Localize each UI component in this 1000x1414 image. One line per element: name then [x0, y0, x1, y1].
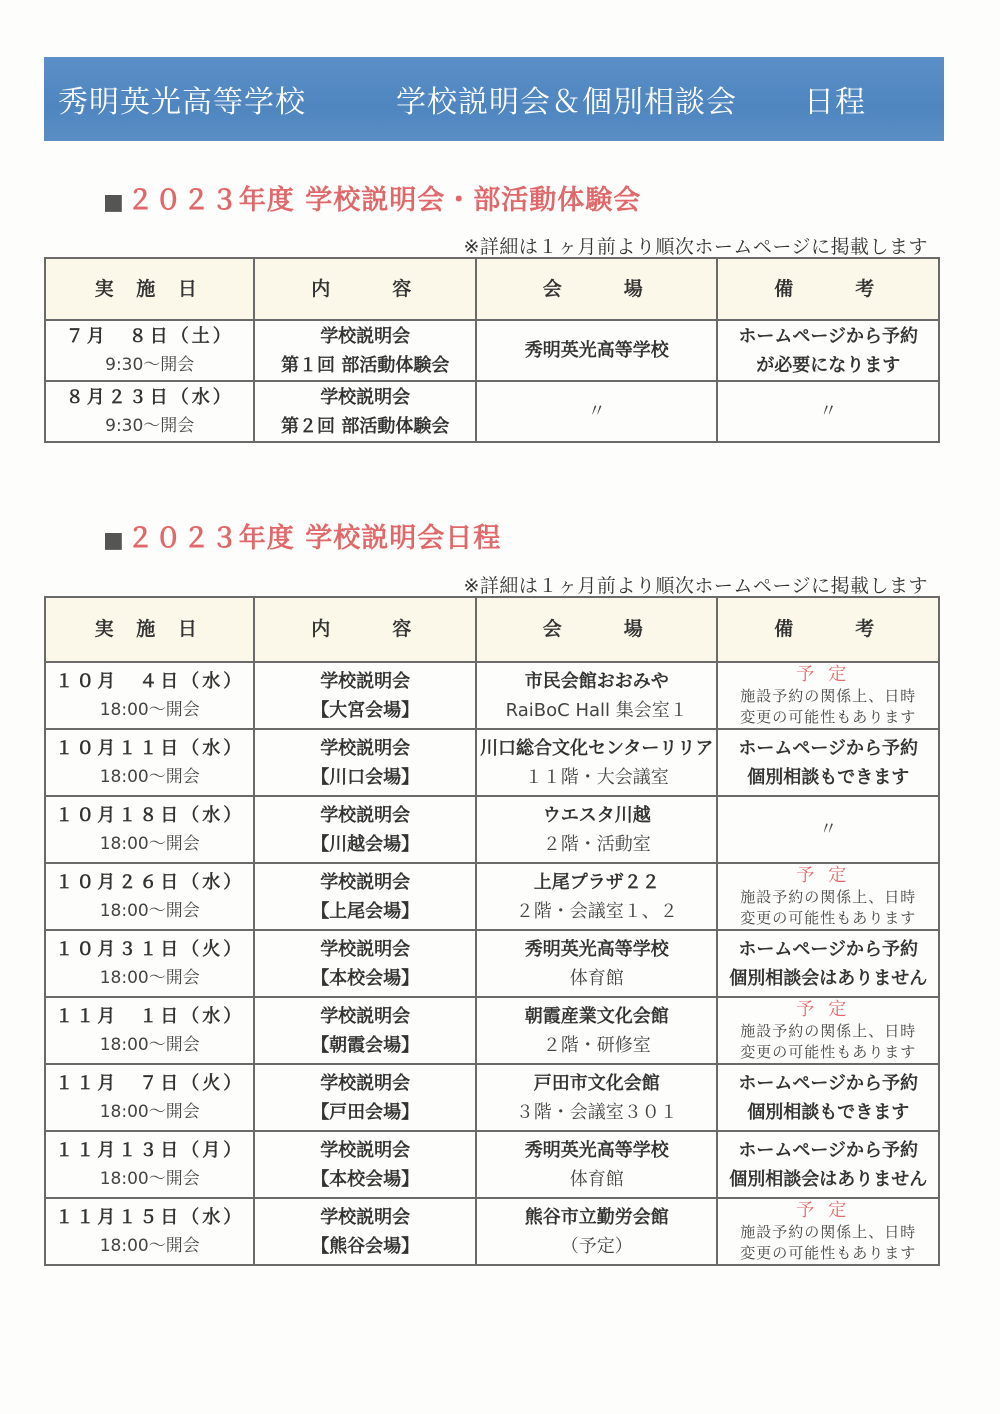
venue-room: 体育館	[569, 1168, 624, 1190]
venue-room: ３階・会議室３０１	[515, 1101, 678, 1123]
content-line1: 学校説明会	[320, 1206, 411, 1228]
remarks-line1: ホームページから予約	[738, 737, 919, 759]
table-row	[45, 1064, 939, 1131]
section1-title	[103, 178, 641, 217]
venue-room: （予定）	[560, 1235, 633, 1257]
remarks-line1: ホームページから予約	[738, 1139, 919, 1161]
event-time: 18:00～開会	[99, 766, 200, 787]
content-line1: 学校説明会	[320, 1072, 411, 1094]
table-row	[45, 381, 939, 442]
remarks-cell	[717, 930, 939, 997]
venue-cell	[476, 662, 718, 729]
event-date: １１月 １日（水）	[55, 1005, 245, 1027]
venue-room: １１階・大会議室	[524, 766, 669, 788]
event-date: １０月３１日（火）	[55, 938, 245, 960]
content-cell	[254, 1198, 475, 1265]
content-cell	[254, 1131, 475, 1198]
banner-schedule-label: 日程	[804, 85, 866, 120]
table-row	[45, 320, 939, 381]
date-cell	[45, 997, 254, 1064]
content-venue-tag: 【川越会場】	[311, 833, 420, 855]
content-cell	[254, 662, 475, 729]
event-time: 18:00～開会	[99, 1235, 200, 1256]
venue-room: ２階・会議室１、２	[515, 900, 678, 922]
header-banner	[44, 57, 944, 141]
content-line1: 学校説明会	[320, 325, 411, 347]
content-venue-tag: 【戸田会場】	[311, 1101, 420, 1123]
date-cell	[45, 1131, 254, 1198]
event-time: 18:00～開会	[99, 699, 200, 720]
venue-name: 市民会館おおみや	[524, 670, 669, 692]
content-line1: 学校説明会	[320, 1139, 411, 1161]
venue-name: 熊谷市立勤労会館	[524, 1206, 669, 1228]
content-venue-tag: 【本校会場】	[311, 1168, 420, 1190]
content-venue-tag: 【本校会場】	[311, 967, 420, 989]
header-date: 実 施 日	[45, 258, 254, 320]
header-venue: 会 場	[476, 597, 718, 662]
event-time: 18:00～開会	[99, 900, 200, 921]
content-venue-tag: 【朝霞会場】	[311, 1034, 420, 1056]
header-content: 内 容	[254, 258, 475, 320]
event-date: １１月１３日（月）	[55, 1139, 245, 1161]
header-remarks: 備 考	[717, 258, 939, 320]
remarks-ditto: 〃	[819, 819, 838, 840]
date-cell	[45, 381, 254, 442]
square-bullet-icon: ■	[103, 528, 125, 553]
table-row	[45, 662, 939, 729]
remarks-line1: ホームページから予約	[738, 325, 919, 347]
event-date: １１月 ７日（火）	[55, 1072, 245, 1094]
header-content: 内 容	[254, 597, 475, 662]
venue-cell	[476, 1064, 718, 1131]
content-venue-tag: 【川口会場】	[311, 766, 420, 788]
venue-room: ２階・研修室	[542, 1034, 651, 1056]
table-row	[45, 796, 939, 863]
content-cell	[254, 729, 475, 796]
table-row	[45, 997, 939, 1064]
remarks-cell	[717, 1064, 939, 1131]
venue-room: ２階・活動室	[542, 833, 651, 855]
remarks-line2: 個別相談会はありません	[729, 1168, 928, 1190]
venue-room: RaiBoC Hall 集会室１	[505, 699, 688, 721]
event-time: 9:30～開会	[105, 354, 195, 375]
event-date: １０月１８日（水）	[55, 804, 245, 826]
remarks-line2: 施設予約の関係上、日時	[740, 1021, 917, 1040]
content-line1: 学校説明会	[320, 804, 411, 826]
date-cell	[45, 1064, 254, 1131]
remarks-cell	[717, 863, 939, 930]
remarks-cell: 〃	[717, 381, 939, 442]
content-line1: 学校説明会	[320, 1005, 411, 1027]
remarks-line2: 個別相談会はありません	[729, 967, 928, 989]
table-row	[45, 930, 939, 997]
date-cell	[45, 729, 254, 796]
date-cell	[45, 796, 254, 863]
event-date: ８月２３日（水）	[65, 386, 234, 408]
remarks-tentative-label: 予定	[796, 663, 861, 685]
remarks-line2: 個別相談もできます	[747, 766, 910, 788]
event-time: 18:00～開会	[99, 833, 200, 854]
section2-rows	[45, 662, 939, 1265]
content-venue-tag: 【大宮会場】	[311, 699, 420, 721]
content-line1: 学校説明会	[320, 670, 411, 692]
venue-cell	[476, 997, 718, 1064]
remarks-line1: ホームページから予約	[738, 938, 919, 960]
section2-table	[44, 596, 940, 1266]
content-line1: 学校説明会	[320, 871, 411, 893]
section2-note: ※詳細は１ヶ月前より順次ホームページに掲載します	[463, 575, 928, 597]
event-time: 18:00～開会	[99, 967, 200, 988]
remarks-line2: が必要になります	[756, 354, 901, 376]
event-time: 9:30～開会	[105, 415, 195, 436]
event-date: １０月１１日（水）	[55, 737, 245, 759]
venue-cell: 〃	[476, 381, 718, 442]
table-header-row	[45, 597, 939, 662]
section2-title-text: ２０２３年度 学校説明会日程	[126, 523, 502, 554]
content-cell	[254, 1064, 475, 1131]
table-row	[45, 1198, 939, 1265]
remarks-tentative-label: 予定	[796, 864, 861, 886]
remarks-line3: 変更の可能性もあります	[740, 707, 917, 726]
venue-cell	[476, 1198, 718, 1265]
venue-cell: 秀明英光高等学校	[476, 320, 718, 381]
date-cell	[45, 662, 254, 729]
venue-name: 戸田市文化会館	[533, 1072, 660, 1094]
venue-name: 朝霞産業文化会館	[524, 1005, 669, 1027]
remarks-cell	[717, 729, 939, 796]
section1-title-text: ２０２３年度 学校説明会・部活動体験会	[126, 185, 642, 216]
school-name: 秀明英光高等学校	[58, 85, 306, 120]
content-line2: 第２回 部活動体験会	[281, 415, 450, 437]
remarks-tentative-label: 予定	[796, 1199, 861, 1221]
table-header-row	[45, 258, 939, 320]
content-cell	[254, 320, 475, 381]
event-time: 18:00～開会	[99, 1034, 200, 1055]
remarks-line2: 施設予約の関係上、日時	[740, 686, 917, 705]
remarks-line2: 個別相談もできます	[747, 1101, 910, 1123]
remarks-cell	[717, 997, 939, 1064]
date-cell	[45, 863, 254, 930]
header-venue: 会 場	[476, 258, 718, 320]
event-date: １１月１５日（水）	[55, 1206, 245, 1228]
section2-title	[103, 516, 501, 555]
content-cell	[254, 930, 475, 997]
section1-table	[44, 257, 940, 443]
venue-name: 上尾プラザ２２	[533, 871, 660, 893]
date-cell	[45, 930, 254, 997]
header-remarks: 備 考	[717, 597, 939, 662]
date-cell	[45, 320, 254, 381]
remarks-cell	[717, 662, 939, 729]
remarks-cell	[717, 1131, 939, 1198]
venue-room: 体育館	[569, 967, 624, 989]
header-date: 実 施 日	[45, 597, 254, 662]
remarks-line1: ホームページから予約	[738, 1072, 919, 1094]
content-line2: 第１回 部活動体験会	[281, 354, 450, 376]
remarks-cell	[717, 796, 939, 863]
content-cell	[254, 796, 475, 863]
content-cell	[254, 381, 475, 442]
remarks-cell	[717, 1198, 939, 1265]
event-date: １０月 ４日（水）	[55, 670, 245, 692]
remarks-line3: 変更の可能性もあります	[740, 1243, 917, 1262]
content-line1: 学校説明会	[320, 386, 411, 408]
remarks-line2: 施設予約の関係上、日時	[740, 1222, 917, 1241]
venue-cell	[476, 796, 718, 863]
content-line1: 学校説明会	[320, 938, 411, 960]
venue-name: 秀明英光高等学校	[524, 938, 669, 960]
remarks-tentative-label: 予定	[796, 998, 861, 1020]
table-row	[45, 863, 939, 930]
event-time: 18:00～開会	[99, 1101, 200, 1122]
content-line1: 学校説明会	[320, 737, 411, 759]
content-cell	[254, 997, 475, 1064]
table-row	[45, 729, 939, 796]
table-row	[45, 1131, 939, 1198]
remarks-line3: 変更の可能性もあります	[740, 1042, 917, 1061]
content-venue-tag: 【熊谷会場】	[311, 1235, 420, 1257]
venue-cell	[476, 863, 718, 930]
date-cell	[45, 1198, 254, 1265]
event-date: １０月２６日（水）	[55, 871, 245, 893]
section1-note: ※詳細は１ヶ月前より順次ホームページに掲載します	[463, 236, 928, 258]
content-cell	[254, 863, 475, 930]
venue-name: 川口総合文化センターリリア	[480, 737, 714, 759]
venue-name: 秀明英光高等学校	[524, 1139, 669, 1161]
venue-name: ウエスタ川越	[542, 804, 651, 826]
remarks-line2: 施設予約の関係上、日時	[740, 887, 917, 906]
banner-title: 学校説明会＆個別相談会	[396, 85, 737, 120]
remarks-line3: 変更の可能性もあります	[740, 908, 917, 927]
venue-cell	[476, 930, 718, 997]
event-time: 18:00～開会	[99, 1168, 200, 1189]
remarks-cell	[717, 320, 939, 381]
content-venue-tag: 【上尾会場】	[311, 900, 420, 922]
venue-cell	[476, 729, 718, 796]
venue-cell	[476, 1131, 718, 1198]
event-date: ７月 ８日（土）	[65, 325, 234, 347]
square-bullet-icon: ■	[103, 190, 125, 215]
